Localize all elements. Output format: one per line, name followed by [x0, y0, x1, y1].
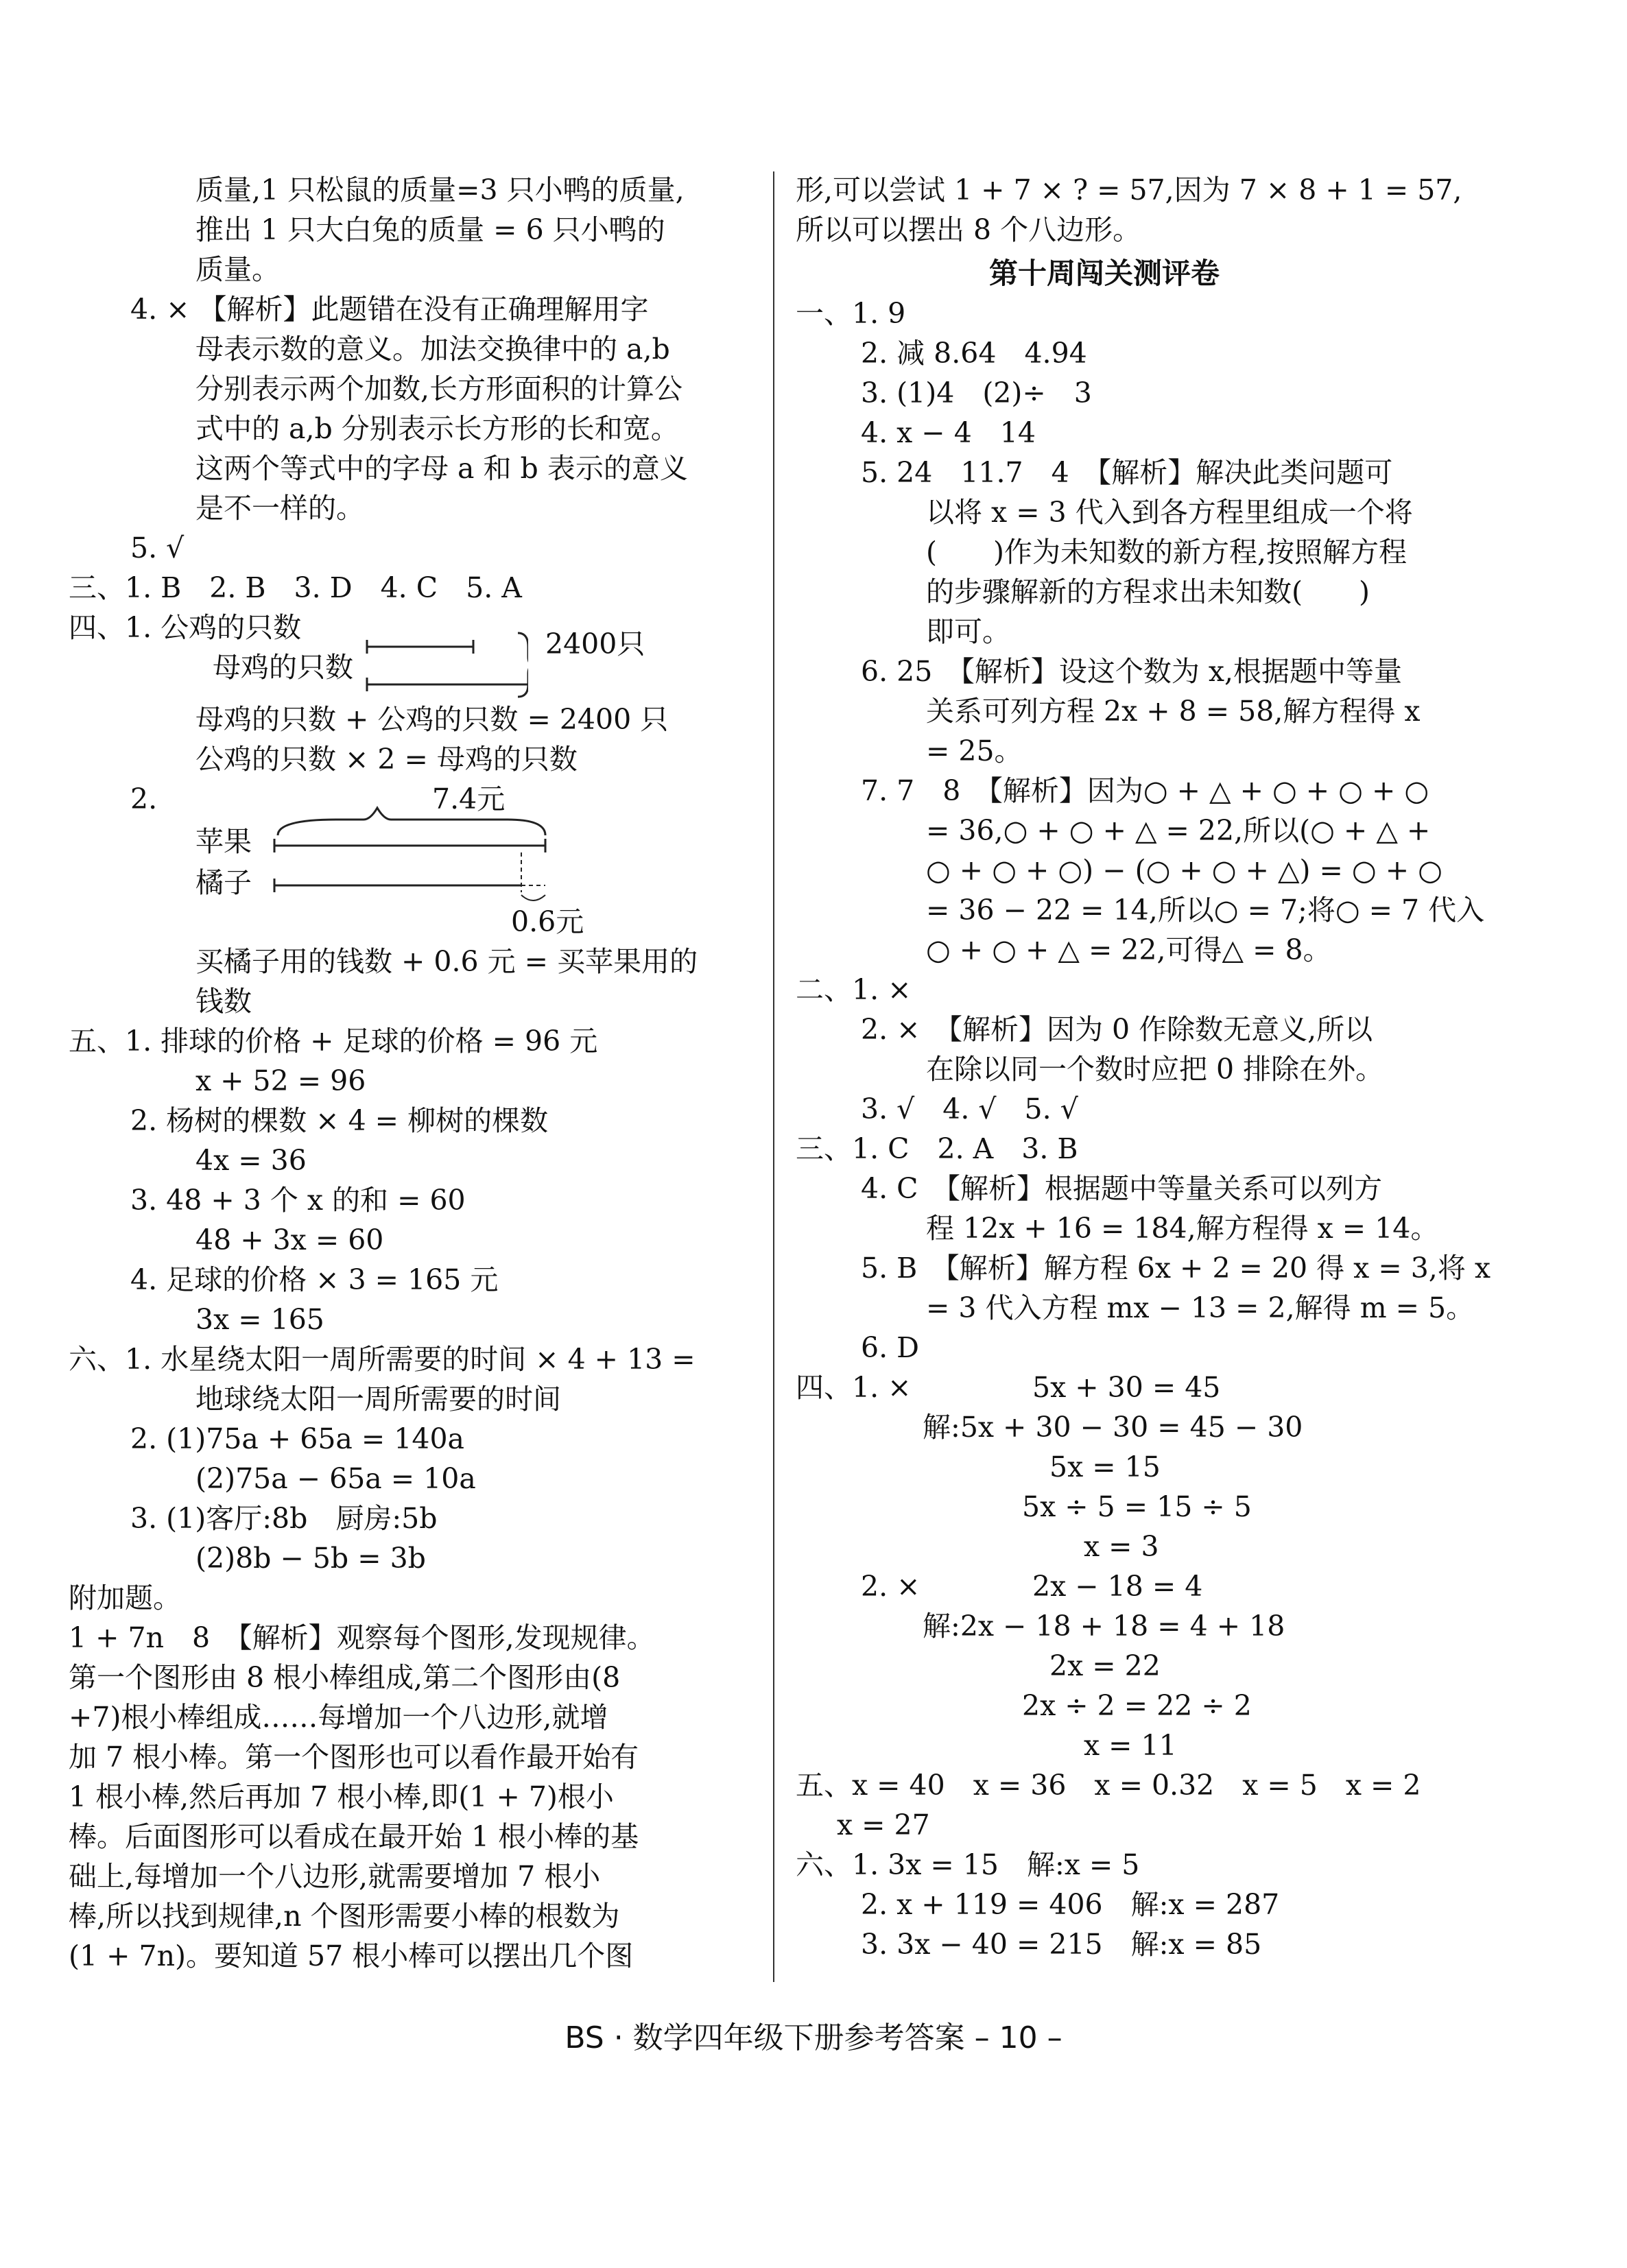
- column-divider: [773, 171, 774, 1982]
- text-line: 4. x − 4 14: [861, 416, 1036, 449]
- equation-line: x = 11: [1084, 1729, 1177, 1762]
- equation-line: 2x ÷ 2 = 22 ÷ 2: [1022, 1689, 1252, 1722]
- text-line: 推出 1 只大白兔的质量 = 6 只小鸭的: [195, 213, 665, 246]
- text-line: 1 根小棒,然后再加 7 根小棒,即(1 + 7)根小: [69, 1780, 614, 1813]
- text-line: x = 27: [837, 1809, 930, 1841]
- equation-line: 2x − 18 = 4: [1032, 1570, 1203, 1603]
- section-title: 第十周闯关测评卷: [988, 256, 1220, 290]
- apple-label: 苹果: [195, 825, 252, 858]
- text-line: ○ + ○ + ○) − (○ + ○ + △) = ○ + ○: [926, 854, 1442, 887]
- text-line: 地球绕太阳一周所需要的时间: [195, 1383, 561, 1416]
- text-line: 三、1. B 2. B 3. D 4. C 5. A: [69, 571, 522, 604]
- text-line: 的步骤解新的方程求出未知数( ): [926, 575, 1370, 608]
- text-line: 分别表示两个加数,长方形面积的计算公: [195, 372, 683, 405]
- text-line: x + 52 = 96: [195, 1064, 366, 1097]
- text-line: 在除以同一个数时应把 0 排除在外。: [926, 1053, 1384, 1086]
- price-label: 7.4元: [432, 783, 506, 815]
- text-line: 2. x + 119 = 406 解:x = 287: [861, 1888, 1280, 1921]
- text-line: 质量,1 只松鼠的质量=3 只小鸭的质量,: [195, 174, 685, 206]
- text-line: 2. × 【解析】因为 0 作除数无意义,所以: [861, 1013, 1373, 1046]
- text-line: 这两个等式中的字母 a 和 b 表示的意义: [195, 452, 688, 485]
- text-line: = 36,○ + ○ + △ = 22,所以(○ + △ +: [926, 814, 1431, 847]
- text-line: 母鸡的只数 + 公鸡的只数 = 2400 只: [195, 703, 669, 736]
- text-line: 买橘子用的钱数 + 0.6 元 = 买苹果用的: [195, 945, 698, 978]
- text-line: 2. (1)75a + 65a = 140a: [130, 1422, 464, 1455]
- text-line: = 36 − 22 = 14,所以○ = 7;将○ = 7 代入: [926, 894, 1485, 927]
- text-line: 四、1. 公鸡的只数: [69, 611, 302, 644]
- text-line: 程 12x + 16 = 184,解方程得 x = 14。: [926, 1212, 1439, 1245]
- equation-line: 2x = 22: [1049, 1649, 1161, 1682]
- text-line: 五、x = 40 x = 36 x = 0.32 x = 5 x = 2: [796, 1769, 1421, 1802]
- text-line: 5. B 【解析】解方程 6x + 2 = 20 得 x = 3,将 x: [861, 1252, 1491, 1285]
- text-line: (1 + 7n)。要知道 57 根小棒可以摆出几个图: [69, 1939, 634, 1972]
- text-line: 3. (1)客厅:8b 厨房:5b: [130, 1502, 438, 1535]
- text-line: 即可。: [926, 615, 1010, 648]
- text-line: = 25。: [926, 735, 1023, 767]
- text-line: 公鸡的只数 × 2 = 母鸡的只数: [195, 743, 578, 776]
- text-line: 钱数: [195, 985, 252, 1018]
- text-line: 母鸡的只数: [213, 651, 353, 684]
- text-line: 6. D: [861, 1331, 920, 1364]
- text-line: 第一个图形由 8 根小棒组成,第二个图形由(8: [69, 1661, 621, 1694]
- text-line: 6. 25 【解析】设这个数为 x,根据题中等量: [861, 655, 1403, 688]
- text-line: 4. × 【解析】此题错在没有正确理解用字: [130, 293, 649, 326]
- equation-line: 5x = 15: [1049, 1451, 1161, 1483]
- text-line: 3x = 165: [195, 1303, 324, 1336]
- text-line: 5. 24 11.7 4 【解析】解决此类问题可: [861, 456, 1393, 489]
- equation-line: x = 3: [1084, 1530, 1159, 1563]
- segment-diagram-chickens: [364, 616, 528, 705]
- equation-line: 5x + 30 = 45: [1032, 1371, 1221, 1404]
- text-line: 以将 x = 3 代入到各方程里组成一个将: [926, 496, 1413, 529]
- text-line: 48 + 3x = 60: [195, 1223, 384, 1256]
- text-line: 3. 3x − 40 = 215 解:x = 85: [861, 1928, 1262, 1961]
- text-line: ○ + ○ + △ = 22,可得△ = 8。: [926, 933, 1331, 966]
- page-footer: BS · 数学四年级下册参考答案 – 10 –: [565, 2020, 1062, 2055]
- text-line: 六、1. 水星绕太阳一周所需要的时间 × 4 + 13 =: [69, 1343, 696, 1376]
- text-line: 质量。: [195, 253, 280, 286]
- orange-label: 橘子: [195, 866, 252, 899]
- text-line: 一、1. 9: [796, 297, 906, 330]
- total-label: 2400只: [545, 628, 645, 660]
- text-line: 7. 7 8 【解析】因为○ + △ + ○ + ○ + ○: [861, 774, 1429, 807]
- text-line: 棒,所以找到规律,n 个图形需要小棒的根数为: [69, 1900, 620, 1933]
- text-line: 2. 杨树的棵数 × 4 = 柳树的棵数: [130, 1104, 549, 1137]
- text-line: 是不一样的。: [195, 492, 364, 525]
- text-line: 3. √ 4. √ 5. √: [861, 1093, 1078, 1125]
- text-line: (2)8b − 5b = 3b: [195, 1542, 426, 1575]
- text-line: 3. (1)4 (2)÷ 3: [861, 377, 1092, 409]
- text-line: 2.: [130, 783, 158, 815]
- text-line: = 3 代入方程 mx − 13 = 2,解得 m = 5。: [926, 1291, 1475, 1324]
- text-line: 形,可以尝试 1 + 7 × ? = 57,因为 7 × 8 + 1 = 57,: [796, 174, 1462, 206]
- text-line: 四、1. ×: [796, 1371, 912, 1404]
- text-line: 母表示数的意义。加法交换律中的 a,b: [195, 333, 670, 366]
- text-line: 所以可以摆出 8 个八边形。: [796, 213, 1141, 246]
- diff-label: 0.6元: [511, 905, 584, 938]
- text-line: 4x = 36: [195, 1144, 307, 1177]
- text-line: 4. 足球的价格 × 3 = 165 元: [130, 1263, 499, 1296]
- text-line: 式中的 a,b 分别表示长方形的长和宽。: [195, 412, 679, 445]
- equation-line: 5x ÷ 5 = 15 ÷ 5: [1022, 1490, 1252, 1523]
- text-line: 3. 48 + 3 个 x 的和 = 60: [130, 1184, 466, 1217]
- text-line: 2. ×: [861, 1570, 921, 1603]
- text-line: 二、1. ×: [796, 973, 912, 1006]
- text-line: ( )作为未知数的新方程,按照解方程: [926, 536, 1408, 569]
- text-line: 附加题。: [69, 1581, 181, 1614]
- text-line: (2)75a − 65a = 10a: [195, 1462, 476, 1495]
- text-line: +7)根小棒组成……每增加一个八边形,就增: [69, 1701, 608, 1734]
- text-line: 六、1. 3x = 15 解:x = 5: [796, 1848, 1140, 1881]
- text-line: 4. C 【解析】根据题中等量关系可以列方: [861, 1172, 1383, 1205]
- text-line: 加 7 根小棒。第一个图形也可以看作最开始有: [69, 1741, 639, 1774]
- text-line: 5. √: [130, 532, 185, 564]
- text-line: 1 + 7n 8 【解析】观察每个图形,发现规律。: [69, 1621, 655, 1654]
- text-line: 棒。后面图形可以看成在最开始 1 根小棒的基: [69, 1820, 639, 1853]
- equation-line: 解:2x − 18 + 18 = 4 + 18: [923, 1610, 1285, 1643]
- text-line: 2. 减 8.64 4.94: [861, 337, 1087, 370]
- text-line: 础上,每增加一个八边形,就需要增加 7 根小: [69, 1860, 601, 1893]
- text-line: 关系可列方程 2x + 8 = 58,解方程得 x: [926, 695, 1421, 728]
- segment-diagram-fruit: [268, 804, 556, 914]
- text-line: 五、1. 排球的价格 + 足球的价格 = 96 元: [69, 1025, 598, 1058]
- text-line: 三、1. C 2. A 3. B: [796, 1132, 1078, 1165]
- equation-line: 解:5x + 30 − 30 = 45 − 30: [923, 1411, 1303, 1444]
